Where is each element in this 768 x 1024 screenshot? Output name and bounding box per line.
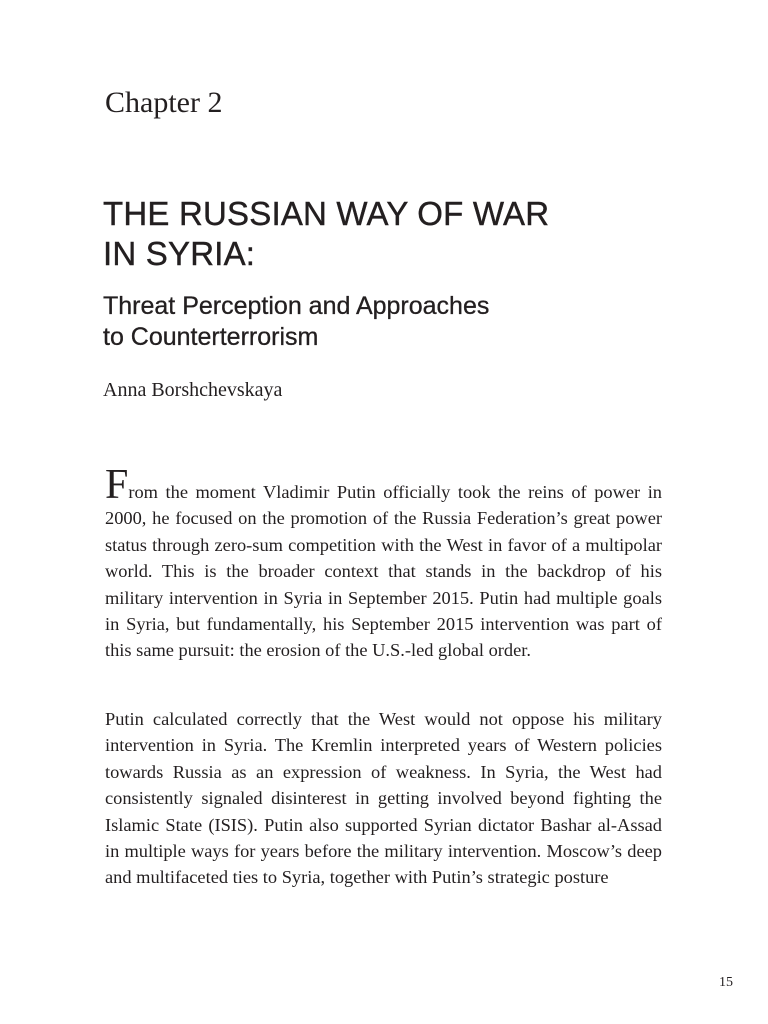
chapter-title: [103, 194, 703, 274]
paragraph-1-text: rom the moment Vladimir Putin officially took the reins of power in 2000, he focused on the promotion of the Russia Federation’s great power status through zero-sum competition with the West in favor of a multipolar world. This is the broader context that stands in the backdrop of his military intervention in Syria in September 2015. Putin had multiple goals in Syria, but fundamentally, his September 2015 intervention was part of this same pursuit: the erosion of the U.S.-led global order.: [105, 482, 662, 661]
chapter-subtitle: [103, 291, 703, 353]
chapter-label: Chapter 2: [105, 86, 223, 119]
author-name: Anna Borshchevskaya: [103, 379, 283, 401]
chapter-subtitle-line-1: Threat Perception and Approaches: [103, 292, 490, 320]
chapter-title-line-1: THE RUSSIAN WAY OF WAR: [103, 195, 550, 232]
body-paragraph-2: Putin calculated correctly that the West would not oppose his military intervention in Syria. The Kremlin interpreted years of Western policies towards Russia as an expression of weakness. In Syria, the West had consistently signaled disinterest in getting involved beyond fighting the Islamic State (ISIS). Putin also supported Syrian dictator Bashar al-Assad in multiple ways for years before the military intervention. Moscow’s deep and multifaceted ties to Syria, together with Putin’s strategic posture: [105, 709, 662, 888]
chapter-subtitle-line-2: to Counterterrorism: [103, 323, 319, 351]
page-number: 15: [719, 975, 733, 990]
body-paragraph-1: [105, 462, 662, 664]
drop-cap: F: [105, 462, 129, 508]
chapter-title-line-2: IN SYRIA:: [103, 235, 256, 272]
